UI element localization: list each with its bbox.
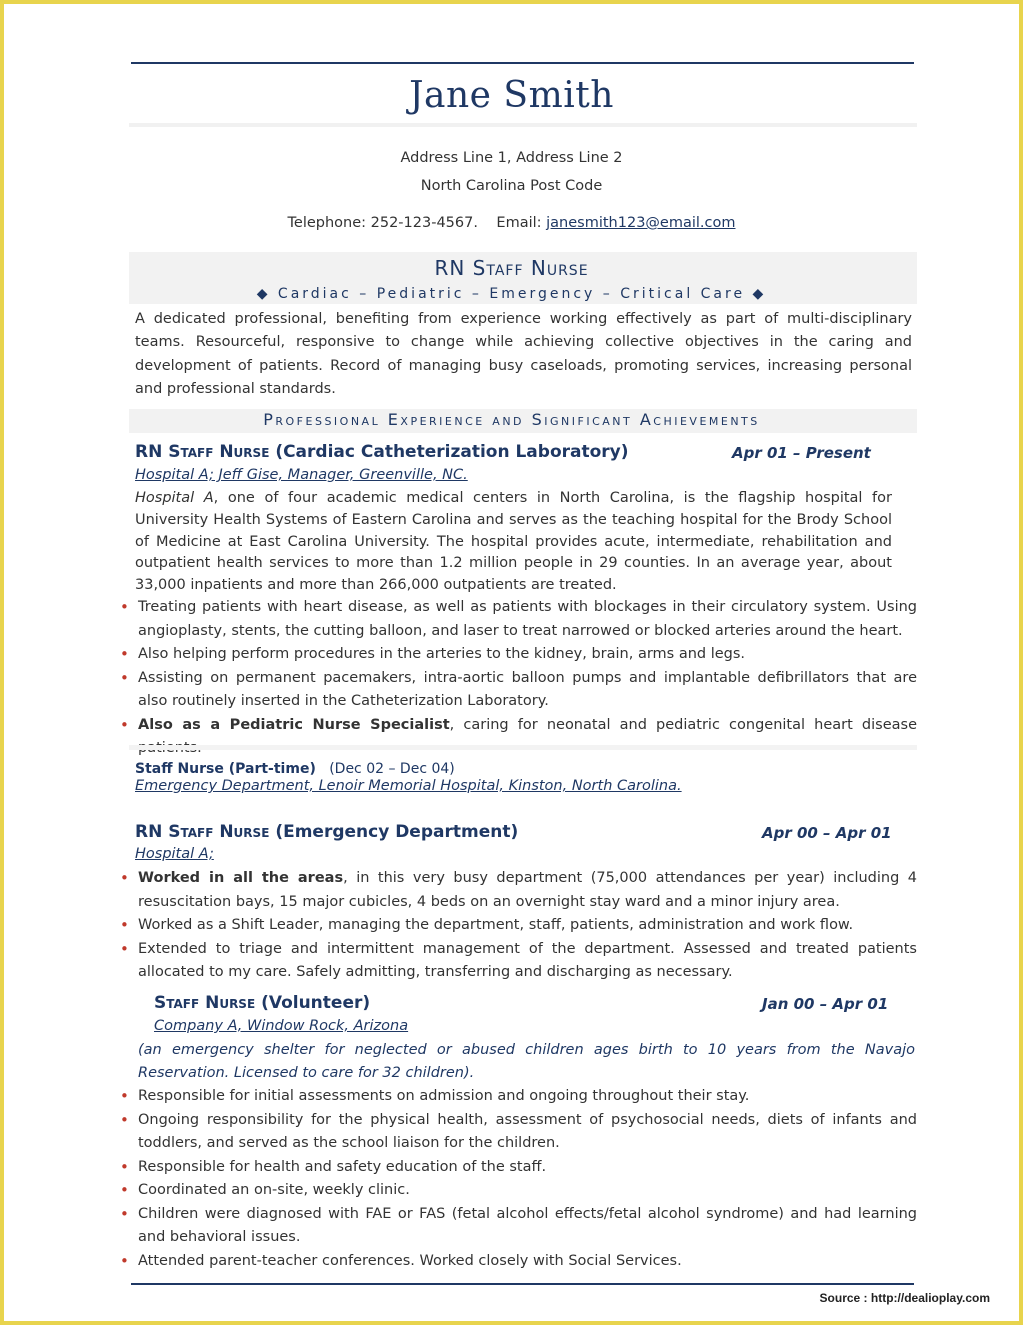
top-rule [131, 62, 914, 64]
job-1-title [135, 442, 629, 462]
profile-title: RN Staff Nurse [434, 256, 589, 280]
candidate-name: Jane Smith [409, 75, 614, 116]
job-1-desc-rest: , one of four academic medical centers in North Carolina, is the flagship hospital for University Health Systems of Eastern Carolina and serves as the teaching hospital for the Brody School of Medicine at East Carolina University. The hospital provides acute, intermediate, rehabilitation and outpatient health services to more than 1.2 million people in 29 counties. In an average year, about 33,000 inpatients and more than 266,000 outpatients are treated. [135, 490, 892, 594]
job-1-description [135, 488, 892, 597]
name-underline-shade [129, 123, 917, 127]
job-2-employer: Emergency Department, Lenoir Memorial Hospital, Kinston, North Carolina. [135, 778, 682, 794]
job-3-title [135, 822, 518, 842]
list-item: • Responsible for health and safety education of the staff. [118, 1156, 917, 1180]
job-4-dates: Jan 00 – Apr 01 [762, 995, 889, 1013]
job-4-title-prefix: Staff Nurse [154, 993, 256, 1013]
list-item: • Worked as a Shift Leader, managing the department, staff, patients, administration and work flow. [118, 914, 917, 938]
list-item: • Ongoing responsibility for the physical health, assessment of psychosocial needs, diets of infants and toddlers, and served as the school liaison for the children. [118, 1109, 917, 1156]
job-1-dates: Apr 01 – Present [732, 444, 871, 462]
email-link[interactable]: janesmith123@email.com [546, 215, 736, 231]
job-2-title: Staff Nurse (Part-time) [135, 761, 316, 777]
job-4-note: (an emergency shelter for neglected or abused children ages birth to 10 years from the Navajo Reservation. Licensed to care for 32 children). [138, 1042, 915, 1082]
list-item: • Extended to triage and intermittent management of the department. Assessed and treated patients allocated to my care. Safely admitting, transferring and discharging as necessary. [118, 938, 917, 985]
section-divider [129, 745, 917, 750]
job-1-bullets [118, 596, 917, 761]
job-2-title-line [135, 761, 455, 777]
list-item: • Attended parent-teacher conferences. Worked closely with Social Services. [118, 1250, 917, 1274]
job-3-employer: Hospital A; [135, 846, 214, 862]
job-3-title-suffix: (Emergency Department) [275, 822, 519, 842]
list-item: • Children were diagnosed with FAE or FAS (fetal alcohol effects/fetal alcohol syndrome) and had learning and behavioral issues. [118, 1203, 917, 1250]
list-item: • Responsible for initial assessments on admission and ongoing throughout their stay. [118, 1085, 917, 1109]
job-4-title [154, 993, 370, 1013]
job-3-title-prefix: RN Staff Nurse [135, 822, 270, 842]
contact-line [0, 215, 1023, 231]
job-1-title-prefix: RN Staff Nurse [135, 442, 270, 462]
job-4-title-suffix: (Volunteer) [261, 993, 371, 1013]
specialties-line: ◆ Cardiac – Pediatric – Emergency – Critical Care ◆ [256, 286, 767, 302]
list-item: • Assisting on permanent pacemakers, intra-aortic balloon pumps and implantable defibrillators that are also routinely inserted in the Catheterization Laboratory. [118, 667, 917, 714]
list-item: • Worked in all the areas, in this very busy department (75,000 attendances per year) including 4 resuscitation bays, 15 major cubicles, 4 beds on an overnight stay ward and a minor injury area. [118, 867, 917, 914]
experience-heading: Professional Experience and Significant Achievements [263, 410, 760, 429]
job-2-dates: (Dec 02 – Dec 04) [329, 761, 455, 777]
email-label: Email: [496, 215, 542, 231]
job-3-dates: Apr 00 – Apr 01 [762, 824, 892, 842]
job-4-bullets [118, 1085, 917, 1273]
address-line-1: Address Line 1, Address Line 2 [400, 150, 623, 166]
job-4-employer: Company A, Window Rock, Arizona [154, 1018, 409, 1034]
address-line-2: North Carolina Post Code [420, 178, 603, 194]
profile-summary: A dedicated professional, benefiting from experience working effectively as part of multi-disciplinary teams. Resourceful, responsive to change while achieving collective objectives in the caring and development of patients. Record of managing busy caseloads, promoting services, increasing personal and professional standards. [135, 311, 912, 398]
source-credit: Source : http://dealioplay.com [819, 1291, 990, 1305]
job-1-desc-lead: Hospital A [135, 490, 214, 506]
bottom-rule [131, 1283, 914, 1285]
telephone: Telephone: 252-123-4567. [287, 215, 478, 231]
job-3-bullets [118, 867, 917, 985]
list-item: • Also helping perform procedures in the arteries to the kidney, brain, arms and legs. [118, 643, 917, 667]
job-1-employer: Hospital A; Jeff Gise, Manager, Greenville, NC. [135, 467, 468, 483]
list-item: • Coordinated an on-site, weekly clinic. [118, 1179, 917, 1203]
list-item: • Treating patients with heart disease, as well as patients with blockages in their circulatory system. Using angioplasty, stents, the cutting balloon, and laser to treat narrowed or blocked arteries around the heart. [118, 596, 917, 643]
job-1-title-suffix: (Cardiac Catheterization Laboratory) [275, 442, 629, 462]
list-item: • Also as a Pediatric Nurse Specialist, caring for neonatal and pediatric congenital heart disease [118, 714, 917, 761]
